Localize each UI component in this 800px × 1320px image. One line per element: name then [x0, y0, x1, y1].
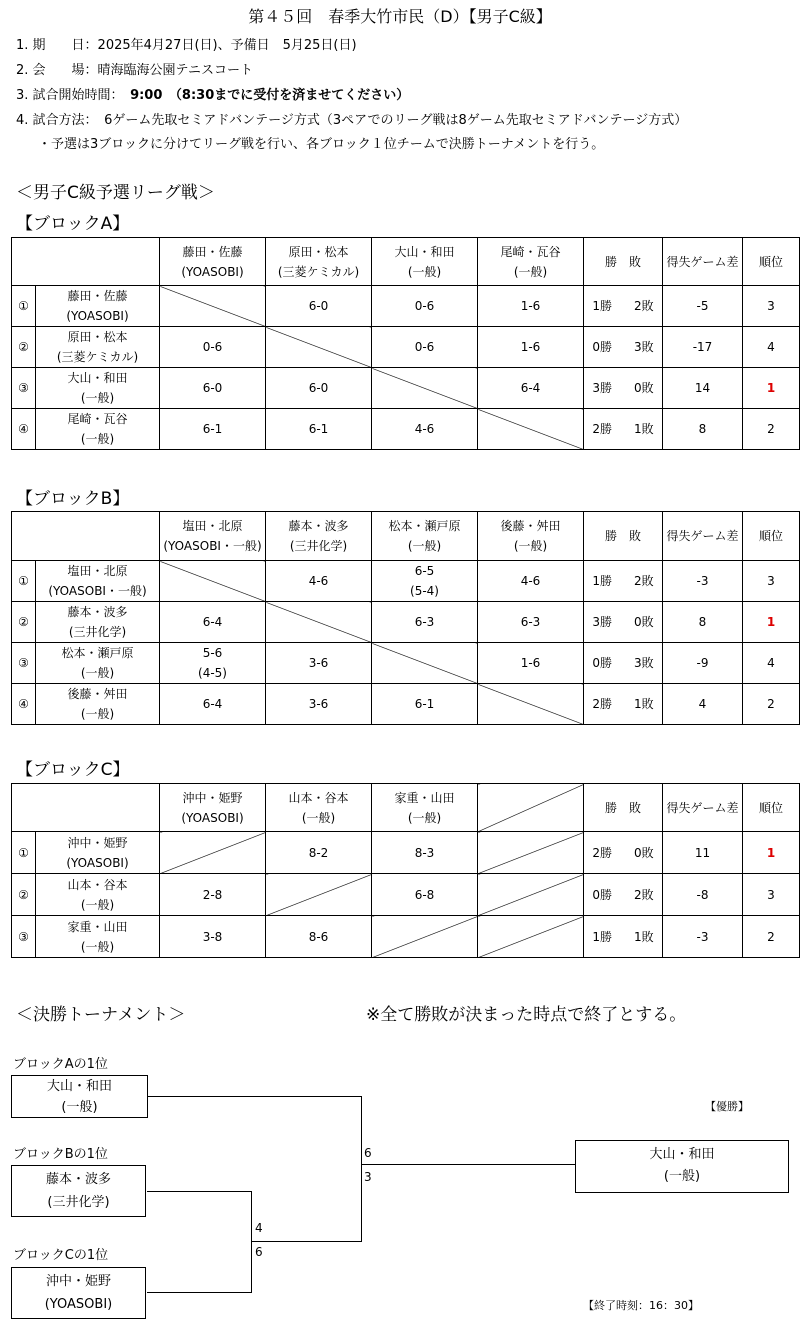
col-team: 塩田・北原 (YOASOBI・一般): [160, 512, 266, 561]
score-a: 6: [364, 1146, 372, 1160]
col-team: 山本・谷本 (一般): [266, 784, 372, 832]
bracket-box-b: 藤本・波多 (三井化学): [11, 1165, 146, 1217]
col-team: 後藤・舛田 (一般): [478, 512, 584, 561]
header-row: [12, 238, 800, 286]
rank-cell: 3: [743, 874, 800, 916]
block-a-title: 【ブロックA】: [16, 214, 130, 234]
bracket-box-c: 沖中・姫野 (YOASOBI): [11, 1267, 146, 1319]
col-diff: 得失ゲーム差: [663, 512, 743, 561]
col-team: 松本・瀬戸原 (一般): [372, 512, 478, 561]
col-winloss: 勝 敗: [584, 784, 663, 832]
winner-label: 【優勝】: [705, 1100, 749, 1113]
table-row: ② 藤本・波多 (三井化学) 6-4 6-3 6-3 3勝 0敗 8 1: [12, 602, 800, 643]
info-date: 1. 期 日：2025年4月27日(日)、予備日 5月25日(日): [16, 38, 357, 53]
table-row: ④ 尾崎・瓦谷 (一般) 6-1 6-1 4-6 2勝 1敗 8 2: [12, 409, 800, 450]
table-row: ① 塩田・北原 (YOASOBI・一般) 4-6 6-5 (5-4) 4-6 1勝 2敗 -3 3: [12, 561, 800, 602]
rank-cell: 4: [743, 643, 800, 684]
bracket-line: [251, 1191, 252, 1293]
block-c-title: 【ブロックC】: [16, 760, 130, 780]
table-row: ① 藤田・佐藤 (YOASOBI) 6-0 0-6 1-6 1勝 2敗 -5 3: [12, 286, 800, 327]
col-team: 家重・山田 (一般): [372, 784, 478, 832]
block-b-title: 【ブロックB】: [16, 489, 130, 509]
info-venue: 2. 会 場：晴海臨海公園テニスコート: [16, 63, 254, 78]
info-method: 4. 試合方法： 6ゲーム先取セミアドバンテージ方式（3ペアでのリーグ戦は8ゲーム先取セミアドバンテージ方式）: [16, 113, 688, 128]
rank-cell: 3: [743, 286, 800, 327]
block-c-table: [11, 783, 800, 958]
info-method-note: ・予選は3ブロックに分けてリーグ戦を行い、各ブロック１位チームで決勝トーナメントを行う。: [38, 137, 605, 152]
table-row: ① 沖中・姫野 (YOASOBI) 8-2 8-3 2勝 0敗 11 1: [12, 832, 800, 874]
rank-cell: 4: [743, 327, 800, 368]
col-team: 藤田・佐藤 (YOASOBI): [160, 238, 266, 286]
final-note: ※全て勝敗が決まった時点で終了とする。: [366, 1005, 687, 1025]
bracket-line: [361, 1164, 575, 1165]
league-heading: ＜男子C級予選リーグ戦＞: [16, 183, 215, 203]
col-diff: 得失ゲーム差: [663, 784, 743, 832]
score-bc: 3: [364, 1170, 372, 1184]
bracket-line: [147, 1191, 251, 1192]
block-b-table: [11, 511, 800, 725]
col-team: 沖中・姫野 (YOASOBI): [160, 784, 266, 832]
rank-cell: 2: [743, 916, 800, 958]
rank-cell: 1: [743, 368, 800, 409]
rank-cell: 1: [743, 832, 800, 874]
bracket-line: [251, 1241, 362, 1242]
end-time: 【終了時刻：16：30】: [583, 1299, 699, 1312]
score-c: 6: [255, 1245, 263, 1259]
bracket-line: [147, 1292, 251, 1293]
table-row: ③ 家重・山田 (一般) 3-8 8-6 1勝 1敗 -3 2: [12, 916, 800, 958]
col-diff: 得失ゲーム差: [663, 238, 743, 286]
table-row: ④ 後藤・舛田 (一般) 6-4 3-6 6-1 2勝 1敗 4 2: [12, 684, 800, 725]
block-a-table: [11, 237, 800, 450]
col-rank: 順位: [743, 784, 800, 832]
col-team: 藤本・波多 (三井化学): [266, 512, 372, 561]
col-winloss: 勝 敗: [584, 238, 663, 286]
col-team: 大山・和田 (一般): [372, 238, 478, 286]
block-c-winner-label: ブロックCの1位: [13, 1248, 109, 1263]
col-rank: 順位: [743, 238, 800, 286]
table-row: ② 山本・谷本 (一般) 2-8 6-8 0勝 2敗 -8 3: [12, 874, 800, 916]
block-a-winner-label: ブロックAの1位: [13, 1057, 108, 1072]
final-heading: ＜決勝トーナメント＞: [16, 1005, 186, 1025]
winner-box: 大山・和田 (一般): [575, 1140, 789, 1193]
rank-cell: 1: [743, 602, 800, 643]
info-start-time: 3. 試合開始時間： 9:00 （8:30までに受付を済ませてください）: [16, 88, 410, 103]
header-row: [12, 784, 800, 832]
col-team: 尾崎・瓦谷 (一般): [478, 238, 584, 286]
bracket-line: [361, 1096, 362, 1242]
bracket-box-a: 大山・和田 (一般): [11, 1075, 148, 1118]
block-b-winner-label: ブロックBの1位: [13, 1147, 108, 1162]
header-row: [12, 512, 800, 561]
rank-cell: 2: [743, 409, 800, 450]
table-row: ③ 松本・瀬戸原 (一般) 5-6 (4-5) 3-6 1-6 0勝 3敗 -9 4: [12, 643, 800, 684]
col-winloss: 勝 敗: [584, 512, 663, 561]
table-row: ③ 大山・和田 (一般) 6-0 6-0 6-4 3勝 0敗 14 1: [12, 368, 800, 409]
col-team: 原田・松本 (三菱ケミカル): [266, 238, 372, 286]
col-rank: 順位: [743, 512, 800, 561]
table-row: ② 原田・松本 (三菱ケミカル) 0-6 0-6 1-6 0勝 3敗 -17 4: [12, 327, 800, 368]
bracket-line: [147, 1096, 362, 1097]
score-b: 4: [255, 1221, 263, 1235]
rank-cell: 2: [743, 684, 800, 725]
page-title: 第４５回 春季大竹市民（D）【男子C級】: [248, 7, 552, 26]
rank-cell: 3: [743, 561, 800, 602]
